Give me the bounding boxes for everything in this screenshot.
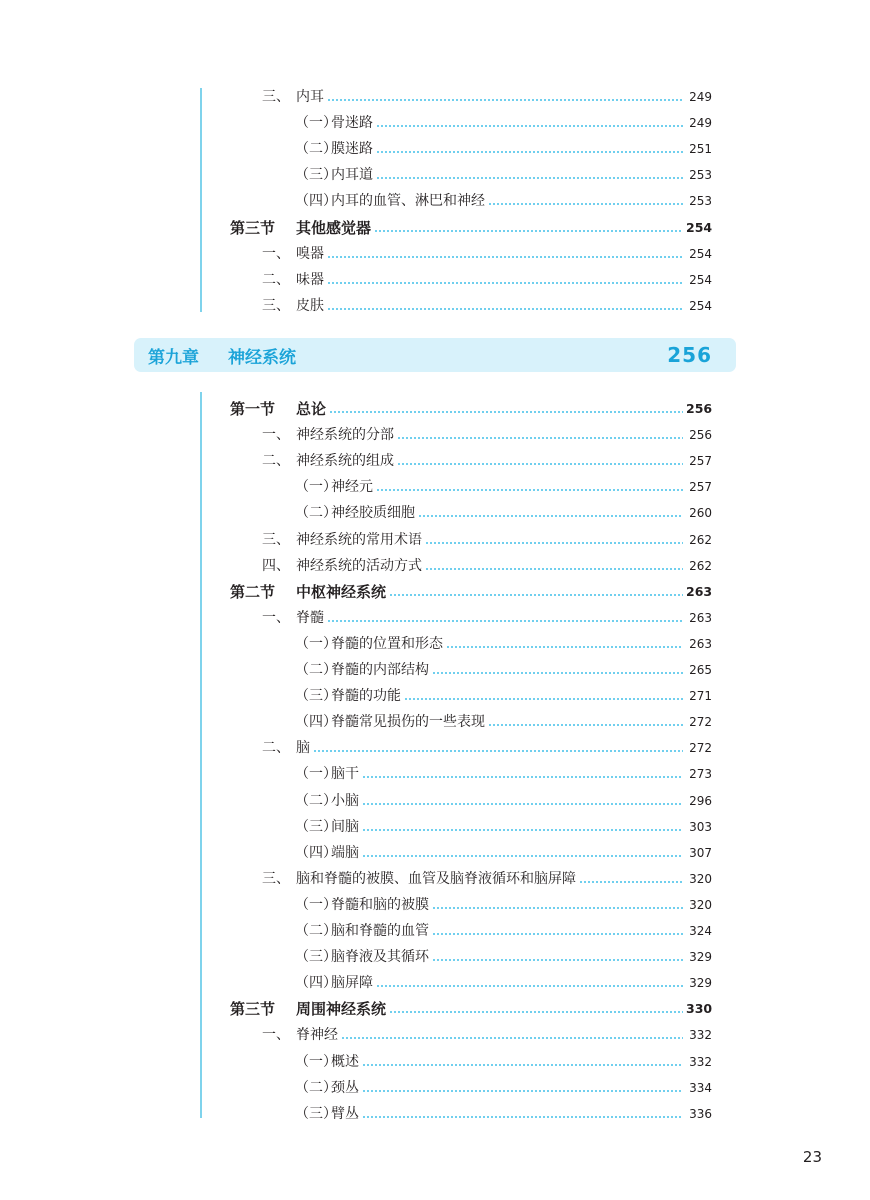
toc-entry-page: 296: [689, 793, 712, 808]
toc-entry-label: 脊髓的功能: [331, 688, 401, 705]
chapter-number: 第九章: [148, 347, 199, 368]
toc-entry-page: 260: [689, 506, 712, 521]
toc-entry-page: 320: [689, 871, 712, 886]
toc-entry-sub[interactable]: [295, 106, 712, 132]
toc-entry-sub[interactable]: [295, 836, 712, 862]
toc-entry-sub[interactable]: [295, 132, 712, 158]
toc-entry-label: 皮肤: [296, 297, 324, 314]
toc-entry-number: 三、: [262, 89, 290, 105]
dot-leader: [376, 177, 683, 179]
toc-entry-item[interactable]: [262, 418, 712, 444]
dot-leader: [376, 985, 683, 987]
toc-entry-item[interactable]: [262, 731, 712, 757]
toc-entry-page: 263: [689, 610, 712, 625]
toc-entry-label: 内耳的血管、淋巴和神经: [331, 193, 485, 210]
toc-entry-label: 脑脊液及其循环: [331, 949, 429, 966]
toc-entry-label: 脑干: [331, 766, 359, 783]
dot-leader: [488, 724, 683, 726]
toc-entry-number: 三、: [262, 297, 290, 314]
toc-entry-page: 256: [686, 401, 713, 416]
toc-entry-label: 脊髓和脑的被膜: [331, 896, 429, 913]
toc-entry-number: （四）: [295, 975, 337, 992]
dot-leader: [374, 230, 683, 232]
toc-entry-label: 脊髓的位置和形态: [331, 635, 443, 652]
chapter-page: 256: [667, 343, 712, 367]
dot-leader: [329, 411, 683, 413]
toc-entry-label: 膜迷路: [331, 141, 373, 158]
dot-leader: [425, 542, 683, 544]
chapter-title: 神经系统: [228, 347, 296, 368]
toc-entry-label: 神经胶质细胞: [331, 505, 415, 522]
toc-entry-label: 小脑: [331, 792, 359, 809]
toc-entry-sec[interactable]: [230, 992, 712, 1018]
dot-leader: [376, 151, 683, 153]
toc-entry-page: 330: [686, 1001, 713, 1017]
toc-entry-number: （三）: [295, 688, 337, 705]
toc-entry-label: 脑和脊髓的被膜、血管及脑脊液循环和脑屏障: [296, 870, 576, 887]
toc-entry-page: 334: [689, 1080, 712, 1095]
toc-entry-number: 第三节: [230, 218, 276, 237]
toc-entry-number: （三）: [295, 949, 337, 966]
toc-entry-number: （三）: [295, 818, 337, 835]
toc-entry-number: 第一节: [230, 400, 276, 418]
toc-entry-page: 254: [689, 272, 712, 287]
toc-entry-page: 332: [689, 1054, 712, 1069]
toc-entry-page: 320: [689, 897, 712, 912]
dot-leader: [397, 463, 683, 465]
toc-entry-page: 251: [689, 142, 712, 157]
toc-entry-number: 三、: [262, 870, 290, 887]
toc-entry-number: 三、: [262, 531, 290, 548]
dot-leader: [376, 125, 683, 127]
toc-entry-label: 神经系统的活动方式: [296, 557, 422, 574]
dot-leader: [425, 568, 683, 570]
toc-entry-number: （二）: [295, 923, 337, 939]
toc-entry-label: 脑屏障: [331, 975, 373, 992]
toc-entry-label: 神经系统的分部: [296, 427, 394, 444]
dot-leader: [362, 829, 683, 831]
dot-leader: [362, 855, 683, 857]
toc-entry-page: 303: [689, 819, 712, 834]
toc-entry-number: （三）: [295, 167, 337, 184]
toc-entry-page: 271: [689, 689, 712, 704]
dot-leader: [362, 1090, 683, 1092]
toc-entry-page: 257: [689, 480, 712, 495]
dot-leader: [432, 907, 683, 909]
toc-entry-number: 一、: [262, 609, 290, 626]
page-number: 23: [802, 1148, 822, 1166]
toc-entry-sub[interactable]: [295, 914, 712, 940]
toc-entry-number: （二）: [295, 662, 337, 678]
dot-leader: [327, 620, 683, 622]
toc-entry-label: 脊髓常见损伤的一些表现: [331, 714, 485, 731]
toc-entry-number: 第三节: [230, 1000, 276, 1019]
toc-entry-page: 256: [689, 428, 712, 443]
toc-entry-page: 253: [689, 194, 712, 209]
dot-leader: [432, 933, 683, 935]
dot-leader: [376, 489, 683, 491]
toc-entry-number: 二、: [262, 453, 290, 470]
dot-leader: [404, 698, 683, 700]
toc-guide-line-top: [200, 88, 202, 312]
toc-entry-sub[interactable]: [295, 940, 712, 966]
toc-entry-sub[interactable]: [295, 679, 712, 705]
toc-entry-number: （四）: [295, 844, 337, 861]
toc-entry-sub[interactable]: [295, 158, 712, 184]
toc-entry-label: 嗅器: [296, 245, 324, 262]
toc-entry-page: 265: [689, 663, 712, 677]
toc-entry-page: 324: [689, 924, 712, 938]
toc-entry-sub[interactable]: [295, 496, 712, 522]
toc-entry-sub[interactable]: [295, 966, 712, 992]
toc-entry-page: 329: [689, 950, 712, 965]
dot-leader: [327, 282, 683, 284]
dot-leader: [362, 1064, 683, 1066]
toc-entry-label: 神经系统的常用术语: [296, 531, 422, 548]
dot-leader: [432, 672, 683, 674]
toc-entry-number: （三）: [295, 1105, 337, 1122]
toc-entry-item[interactable]: [262, 444, 712, 470]
toc-entry-sub[interactable]: [295, 627, 712, 653]
toc-entry-page: 332: [689, 1028, 712, 1043]
toc-entry-number: 一、: [262, 427, 290, 444]
toc-entry-number: （一）: [295, 766, 337, 783]
toc-entry-sub[interactable]: [295, 653, 712, 679]
toc-entry-sec[interactable]: [230, 211, 712, 237]
chapter-heading-bar[interactable]: [134, 338, 736, 372]
toc-entry-label: 神经元: [331, 479, 373, 496]
toc-entry-number: 一、: [262, 245, 290, 262]
toc-entry-page: 254: [689, 246, 712, 261]
toc-entry-label: 内耳: [296, 89, 324, 105]
toc-entry-page: 307: [689, 845, 712, 860]
toc-entry-number: （二）: [295, 141, 337, 158]
dot-leader: [488, 203, 683, 205]
toc-entry-page: 336: [689, 1106, 712, 1121]
toc-entry-number: （一）: [295, 115, 337, 132]
toc-entry-number: （一）: [295, 479, 337, 496]
toc-entry-sec[interactable]: [230, 575, 712, 601]
toc-entry-label: 其他感觉器: [296, 218, 372, 237]
toc-entry-item[interactable]: [262, 549, 712, 575]
toc-entry-label: 颈丛: [331, 1079, 359, 1096]
toc-entry-page: 272: [689, 715, 712, 730]
dot-leader: [327, 256, 683, 258]
toc-entry-label: 概述: [331, 1053, 359, 1070]
toc-entry-number: （一）: [295, 896, 337, 913]
toc-entry-item[interactable]: [262, 289, 712, 315]
toc-entry-label: 端脑: [331, 844, 359, 861]
toc-entry-label: 脊髓的内部结构: [331, 662, 429, 678]
toc-entry-number: 四、: [262, 557, 290, 574]
toc-entry-sub[interactable]: [295, 184, 712, 210]
toc-entry-number: 第二节: [230, 582, 276, 601]
toc-entry-number: （四）: [295, 193, 337, 210]
toc-entry-sub[interactable]: [295, 705, 712, 731]
toc-entry-item[interactable]: [262, 523, 712, 549]
toc-entry-number: 一、: [262, 1027, 290, 1044]
toc-entry-sec[interactable]: [230, 392, 712, 418]
toc-entry-page: 249: [689, 116, 712, 131]
toc-entry-sub[interactable]: [295, 470, 712, 496]
toc-entry-number: （一）: [295, 1053, 337, 1070]
toc-entry-label: 骨迷路: [331, 115, 373, 132]
toc-entry-item[interactable]: [262, 237, 712, 263]
toc-entry-label: 脑: [296, 740, 310, 757]
dot-leader: [389, 1011, 683, 1013]
toc-entry-page: 263: [686, 583, 713, 599]
toc-entry-page: 254: [686, 219, 713, 235]
toc-entry-label: 中枢神经系统: [296, 582, 387, 601]
toc-entry-sub[interactable]: [295, 888, 712, 914]
dot-leader: [327, 99, 683, 101]
toc-entry-page: 253: [689, 168, 712, 183]
toc-entry-page: 257: [689, 454, 712, 469]
dot-leader: [362, 803, 683, 805]
toc-entry-label: 间脑: [331, 818, 359, 835]
toc-entry-page: 329: [689, 976, 712, 991]
toc-entry-number: 二、: [262, 740, 290, 757]
toc-entry-sub[interactable]: [295, 784, 712, 810]
dot-leader: [397, 437, 683, 439]
toc-entry-page: 273: [689, 767, 712, 782]
toc-entry-page: 249: [689, 90, 712, 104]
toc-entry-sub[interactable]: [295, 757, 712, 783]
toc-entry-number: （一）: [295, 635, 337, 652]
toc-entry-label: 味器: [296, 271, 324, 288]
toc-entry-page: 254: [689, 298, 712, 313]
toc-entry-item[interactable]: [262, 1018, 712, 1044]
dot-leader: [446, 646, 683, 648]
toc-entry-number: （四）: [295, 714, 337, 731]
toc-entry-label: 脑和脊髓的血管: [331, 923, 429, 939]
toc-entry-item[interactable]: [262, 862, 712, 888]
toc-entry-label: 总论: [296, 400, 327, 418]
dot-leader: [432, 959, 683, 961]
toc-entry-page: 262: [689, 532, 712, 547]
dot-leader: [313, 750, 683, 752]
toc-entry-page: 272: [689, 741, 712, 756]
dot-leader: [418, 515, 683, 517]
dot-leader: [389, 594, 683, 596]
toc-entry-sub[interactable]: [295, 810, 712, 836]
toc-entry-label: 内耳道: [331, 167, 373, 184]
toc-entry-number: （二）: [295, 1079, 337, 1096]
toc-entry-page: 263: [689, 636, 712, 651]
toc-entry-page: 262: [689, 558, 712, 573]
toc-entry-sub[interactable]: [295, 1097, 712, 1123]
dot-leader: [362, 1116, 683, 1118]
toc-entry-number: （二）: [295, 792, 337, 809]
toc-entry-sub[interactable]: [295, 1071, 712, 1097]
toc-guide-line-bottom: [200, 392, 202, 1118]
toc-entry-item[interactable]: [262, 263, 712, 289]
toc-entry-label: 周围神经系统: [296, 1000, 387, 1019]
toc-entry-label: 脊髓: [296, 609, 324, 626]
toc-entry-number: 二、: [262, 271, 290, 288]
dot-leader: [327, 308, 683, 310]
toc-entry-label: 脊神经: [296, 1027, 338, 1044]
toc-entry-label: 神经系统的组成: [296, 453, 394, 470]
dot-leader: [579, 881, 683, 883]
toc-entry-label: 臂丛: [331, 1105, 359, 1122]
toc-entry-number: （二）: [295, 505, 337, 522]
dot-leader: [362, 776, 683, 778]
toc-entry-item[interactable]: [262, 80, 712, 106]
dot-leader: [341, 1037, 683, 1039]
toc-entry-item[interactable]: [262, 601, 712, 627]
toc-entry-sub[interactable]: [295, 1045, 712, 1071]
